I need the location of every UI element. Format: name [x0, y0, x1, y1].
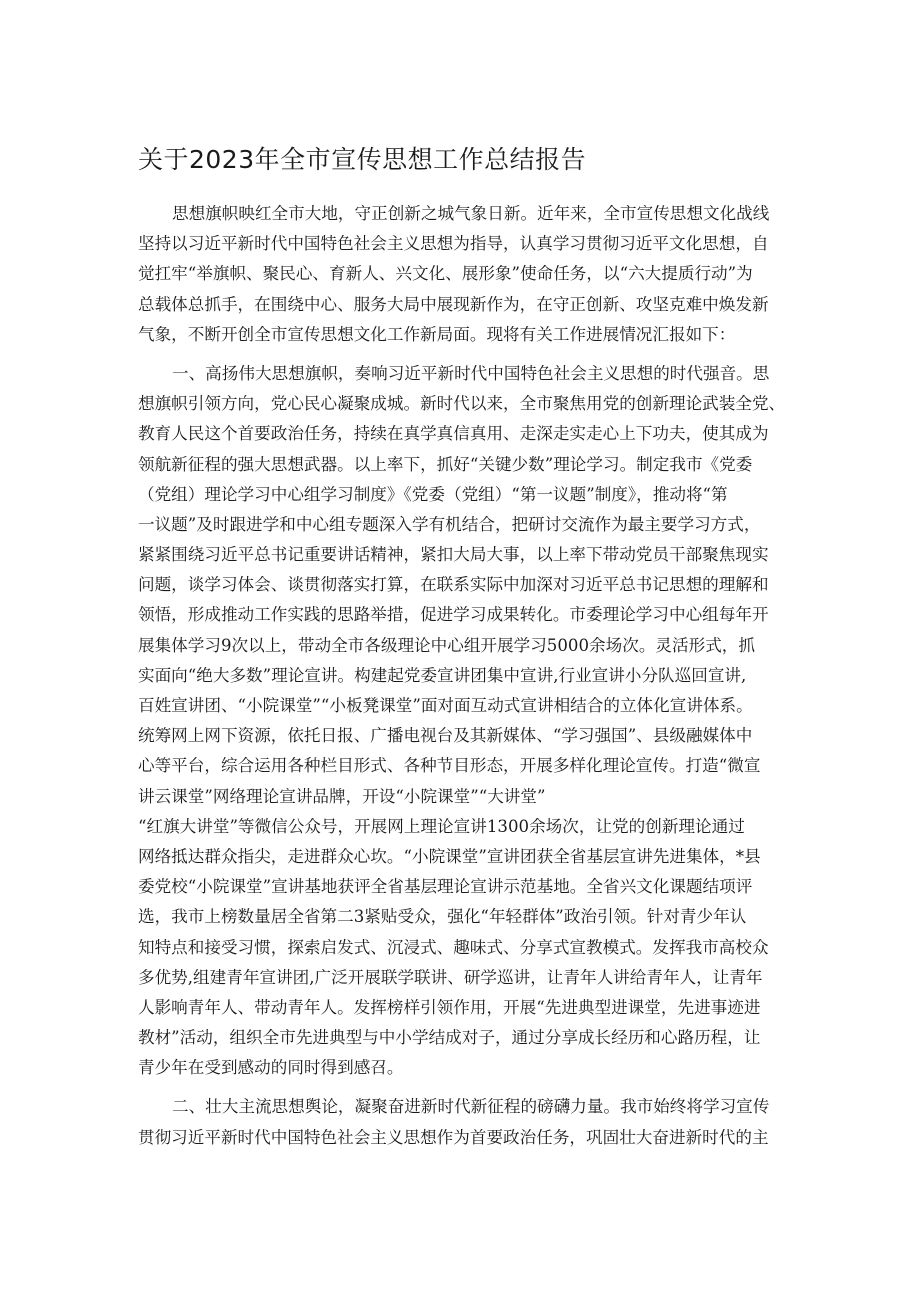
text-line: 坚持以习近平新时代中国特色社会主义思想为指导，认真学习贯彻习近平文化思想，自 — [138, 234, 769, 254]
text-line: 百姓宣讲团、“小院课堂”“小板凳课堂”面对面互动式宣讲相结合的立体化宣讲体系。 — [138, 696, 753, 715]
text-line: 心等平台，综合运用各种栏目形式、各种节目形态，开展多样化理论宣传。打造“微宣 — [138, 756, 761, 776]
text-line: 问题，谈学习体会、谈贯彻落实打算，在联系实际中加深对习近平总书记思想的理解和 — [138, 575, 769, 595]
text-line: 贯彻习近平新时代中国特色社会主义思想作为首要政治任务，巩固壮大奋进新时代的主 — [138, 1127, 769, 1147]
text-line: 委党校“小院课堂”宣讲基地获评全省基层理论宣讲示范基地。全省兴文化课题结项评 — [138, 877, 753, 897]
text-line: 知特点和接受习惯，探索启发式、沉浸式、趣味式、分享式宣教模式。发挥我市高校众 — [138, 937, 769, 957]
text-line: （党组）理论学习中心组学习制度》《党委（党组）“第一议题”制度》，推动将“第 — [138, 484, 728, 504]
text-line: 气象，不断开创全市宣传思想文化工作新局面。现将有关工作进展情况汇报如下： — [138, 324, 736, 344]
document-title: 关于2023年全市宣传思想工作总结报告 — [138, 145, 587, 174]
text-line: 总载体总抓手，在围绕中心、服务大局中展现新作为，在守正创新、攻坚克难中焕发新 — [138, 294, 769, 314]
text-line: 多优势,组建青年宣讲团,广泛开展联学联讲、研学巡讲，让青年人讲给青年人，让青年 — [138, 967, 763, 987]
text-line: “红旗大讲堂”等微信公众号，开展网上理论宣讲1300余场次，让党的创新理论通过 — [138, 816, 745, 836]
text-line: 网络抵达群众指尖，走进群众心坎。“小院课堂”宣讲团获全省基层宣讲先进集体，*县 — [138, 846, 761, 866]
text-line: 二、壮大主流思想舆论，凝聚奋进新时代新征程的磅礴力量。我市始终将学习宣传 — [172, 1097, 770, 1117]
text-line: 领悟，形成推动工作实践的思路举措，促进学习成果转化。市委理论学习中心组每年开 — [138, 605, 769, 625]
text-line: 一、高扬伟大思想旗帜，奏响习近平新时代中国特色社会主义思想的时代强音。思 — [172, 363, 770, 383]
text-line: 教育人民这个首要政治任务，持续在真学真信真用、走深走实走心上下功夫，使其成为 — [138, 424, 769, 444]
text-line: 统筹网上网下资源，依托日报、广播电视台及其新媒体、“学习强国”、县级融媒体中 — [138, 726, 753, 746]
text-line: 人影响青年人、带动青年人。发挥榜样引领作用，开展“先进典型进课堂，先进事迹进 — [138, 997, 761, 1017]
text-line: 青少年在受到感动的同时得到感召。 — [138, 1058, 404, 1078]
text-line: 一议题”及时跟进学和中心组专题深入学有机结合，把研讨交流作为最主要学习方式， — [138, 514, 761, 534]
text-line: 觉扛牢“举旗帜、聚民心、育新人、兴文化、展形象”使命任务，以“六大提质行动”为 — [138, 264, 753, 284]
document-body — [138, 199, 788, 1153]
text-line: 紧紧围绕习近平总书记重要讲话精神，紧扣大局大事，以上率下带动党员干部聚焦现实 — [138, 545, 769, 565]
text-line: 实面向“绝大多数”理论宣讲。构建起党委宣讲团集中宣讲,行业宣讲小分队巡回宣讲, — [138, 665, 747, 685]
text-line: 教材”活动，组织全市先进典型与中小学结成对子，通过分享成长经历和心路历程，让 — [138, 1028, 761, 1048]
text-line: 展集体学习9次以上，带动全市各级理论中心组开展学习5000余场次。灵活形式，抓 — [138, 635, 755, 655]
text-line: 想旗帜引领方向，党心民心凝聚成城。新时代以来，全市聚焦用党的创新理论武装全党、 — [138, 394, 786, 414]
text-line: 讲云课堂”网络理论宣讲品牌，开设“小院课堂”“大讲堂” — [138, 786, 546, 806]
text-line: 选，我市上榜数量居全省第二3紧贴受众，强化“年轻群体”政治引领。针对青少年认 — [138, 907, 747, 927]
text-line: 领航新征程的强大思想武器。以上率下，抓好“关键少数”理论学习。制定我市《党委 — [138, 454, 753, 474]
text-line: 思想旗帜映红全市大地，守正创新之城气象日新。近年来，全市宣传思想文化战线 — [172, 204, 770, 223]
